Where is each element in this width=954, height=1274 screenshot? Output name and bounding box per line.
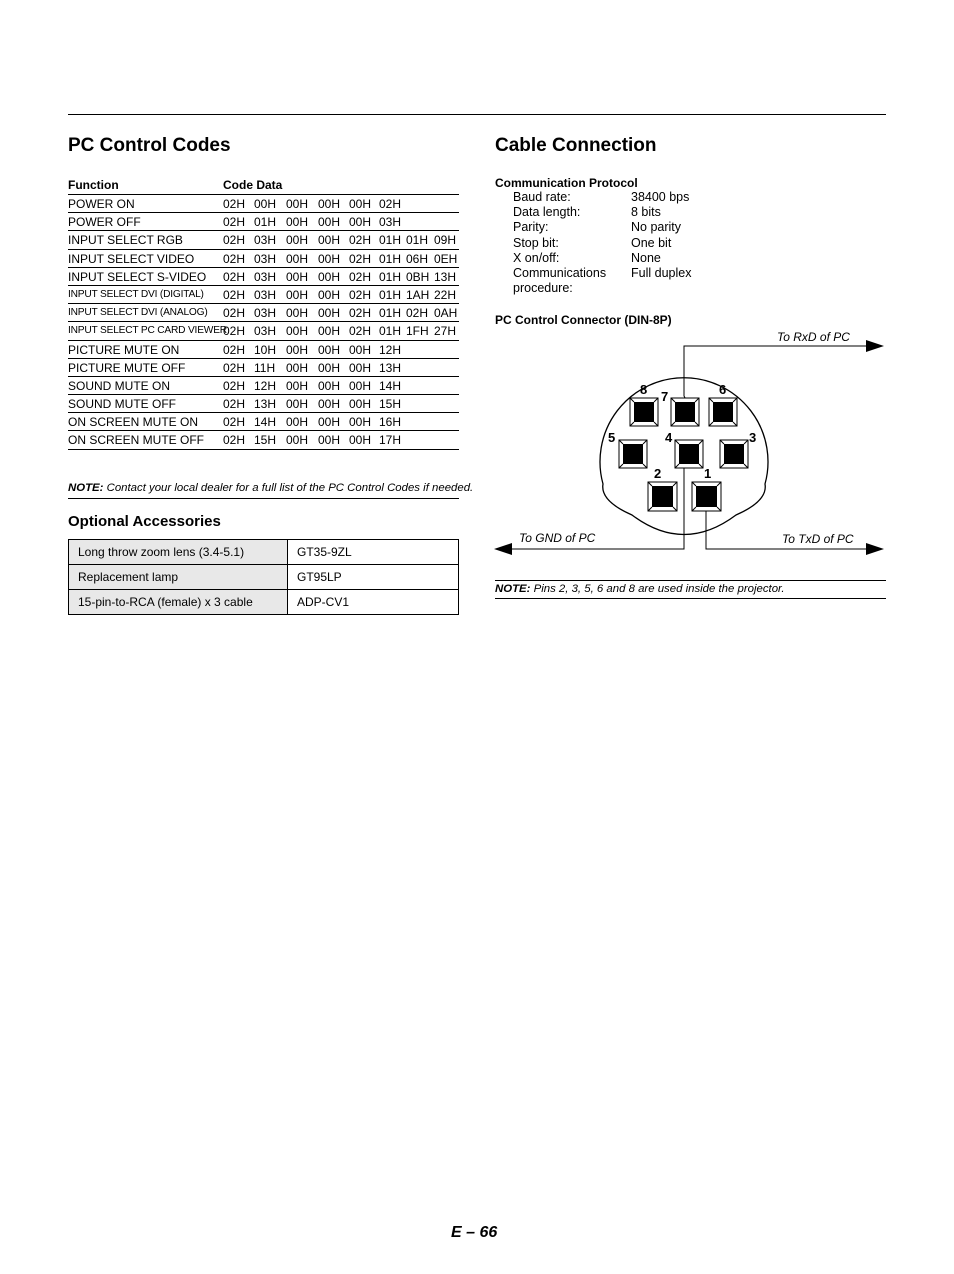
- code-byte: 12H: [379, 342, 402, 357]
- code-byte: 02H: [223, 197, 246, 211]
- code-byte: 02H: [223, 324, 246, 339]
- pin-number: 7: [661, 389, 669, 404]
- protocol-value: 38400 bps: [631, 190, 690, 204]
- protocol-label: X on/off:: [513, 251, 560, 265]
- code-byte: 06H: [406, 251, 429, 266]
- code-byte: 00H: [286, 197, 309, 211]
- code-byte: 09H: [434, 233, 457, 248]
- function-name: POWER OFF: [68, 215, 141, 230]
- code-byte: 02H: [349, 324, 372, 339]
- code-byte: 00H: [286, 342, 309, 357]
- code-byte: 01H: [254, 215, 277, 230]
- accessory-code: GT95LP: [288, 565, 459, 590]
- code-byte: 03H: [254, 269, 277, 284]
- protocol-label: procedure:: [513, 281, 573, 295]
- pin-7: [671, 398, 699, 426]
- accessory-name: Replacement lamp: [69, 565, 288, 590]
- rxd-label: To RxD of PC: [777, 330, 850, 344]
- code-byte: 02H: [379, 197, 402, 211]
- code-byte: 00H: [318, 378, 341, 393]
- code-byte: 00H: [318, 251, 341, 266]
- table-row: [68, 268, 459, 286]
- code-byte: 00H: [286, 251, 309, 266]
- table-row: [69, 565, 459, 590]
- pin-number: 8: [640, 382, 648, 397]
- protocol-value: None: [631, 251, 661, 265]
- code-byte: 00H: [318, 233, 341, 248]
- code-data-column-header: Code Data: [223, 178, 283, 192]
- connector-note: [495, 580, 886, 599]
- code-byte: 00H: [286, 269, 309, 284]
- pin-4: [675, 440, 703, 468]
- txd-label: To TxD of PC: [782, 532, 854, 546]
- code-byte: 00H: [286, 306, 309, 321]
- page-number: E – 66: [451, 1224, 498, 1241]
- table-row: [68, 322, 459, 340]
- code-byte: 22H: [434, 287, 457, 302]
- code-byte: 03H: [254, 233, 277, 248]
- pin-2: [648, 482, 677, 511]
- table-row: [68, 195, 459, 213]
- code-byte: 15H: [379, 397, 402, 412]
- code-byte: 14H: [254, 415, 277, 430]
- table-row: [68, 431, 459, 449]
- code-byte: 01H: [406, 233, 429, 248]
- protocol-value: No parity: [631, 220, 682, 234]
- codes-table-header: [68, 176, 459, 195]
- table-row: [68, 341, 459, 359]
- pin-number: 3: [749, 430, 757, 445]
- protocol-value: 8 bits: [631, 205, 661, 219]
- code-byte: 02H: [223, 233, 246, 248]
- cable-connection-title: Cable Connection: [495, 135, 657, 156]
- code-byte: 0AH: [434, 306, 458, 321]
- function-name: INPUT SELECT DVI (ANALOG): [68, 307, 208, 319]
- code-byte: 11H: [254, 360, 276, 375]
- code-byte: 02H: [349, 251, 372, 266]
- code-byte: 02H: [223, 415, 246, 430]
- code-byte: 00H: [286, 360, 309, 375]
- table-row: [69, 590, 459, 615]
- code-byte: 00H: [349, 378, 372, 393]
- code-byte: 00H: [318, 397, 341, 412]
- code-byte: 12H: [254, 378, 277, 393]
- pin-number: 2: [654, 466, 662, 481]
- protocol-label: Data length:: [513, 205, 581, 219]
- code-byte: 17H: [379, 433, 402, 448]
- protocol-label: Baud rate:: [513, 190, 571, 204]
- function-name: INPUT SELECT PC CARD VIEWER: [68, 325, 227, 337]
- function-name: PICTURE MUTE OFF: [68, 360, 186, 375]
- code-byte: 00H: [349, 360, 372, 375]
- code-byte: 02H: [223, 397, 246, 412]
- code-byte: 00H: [318, 287, 341, 302]
- code-byte: 00H: [349, 342, 372, 357]
- code-byte: 15H: [254, 433, 277, 448]
- code-byte: 00H: [318, 306, 341, 321]
- function-name: INPUT SELECT DVI (DIGITAL): [68, 288, 204, 300]
- code-byte: 00H: [286, 287, 309, 302]
- code-byte: 03H: [254, 251, 277, 266]
- code-byte: 02H: [223, 360, 246, 375]
- accessories-table: [68, 539, 459, 615]
- code-byte: 02H: [349, 269, 372, 284]
- code-byte: 02H: [223, 251, 246, 266]
- table-row: [68, 304, 459, 322]
- protocol-value: Full duplex: [631, 266, 692, 280]
- codes-note: [68, 482, 474, 499]
- pc-control-codes-table: [68, 176, 459, 450]
- accessory-code: GT35-9ZL: [288, 540, 459, 565]
- code-byte: 00H: [286, 397, 309, 412]
- code-byte: 02H: [349, 287, 372, 302]
- code-byte: 00H: [349, 433, 372, 448]
- codes-note-label: NOTE:: [68, 482, 104, 494]
- code-byte: 00H: [349, 415, 372, 430]
- accessory-name: Long throw zoom lens (3.4-5.1): [69, 540, 288, 565]
- top-rule: [68, 114, 886, 115]
- code-byte: 01H: [379, 324, 402, 339]
- code-byte: 00H: [286, 233, 309, 248]
- pin-3: [720, 440, 748, 468]
- pin-number: 1: [704, 466, 712, 481]
- pin-number: 6: [719, 382, 727, 397]
- pin-8: [630, 398, 658, 426]
- code-byte: 03H: [254, 287, 277, 302]
- code-byte: 00H: [349, 197, 372, 211]
- code-byte: 03H: [254, 324, 277, 339]
- code-byte: 10H: [254, 342, 277, 357]
- code-byte: 13H: [434, 269, 457, 284]
- table-row: [68, 413, 459, 431]
- code-byte: 02H: [223, 269, 246, 284]
- din-8p-connector-diagram: [490, 326, 890, 566]
- code-byte: 00H: [318, 433, 341, 448]
- code-byte: 00H: [349, 215, 372, 230]
- code-byte: 00H: [318, 360, 341, 375]
- code-byte: 00H: [349, 397, 372, 412]
- code-byte: 02H: [223, 342, 246, 357]
- protocol-label: Communications: [513, 266, 607, 280]
- code-byte: 1FH: [406, 324, 429, 339]
- table-row: [69, 540, 459, 565]
- code-byte: 00H: [318, 197, 341, 211]
- code-byte: 0EH: [434, 251, 458, 266]
- code-byte: 03H: [379, 215, 402, 230]
- function-column-header: Function: [68, 178, 119, 192]
- function-name: SOUND MUTE OFF: [68, 397, 176, 412]
- code-byte: 00H: [286, 433, 309, 448]
- code-byte: 02H: [223, 306, 246, 321]
- code-byte: 02H: [223, 287, 246, 302]
- code-byte: 02H: [406, 306, 429, 321]
- table-row: [68, 286, 459, 304]
- table-row: [68, 231, 459, 249]
- table-row: [68, 213, 459, 231]
- function-name: ON SCREEN MUTE OFF: [68, 433, 205, 448]
- codes-note-text: Contact your local dealer for a full list of the PC Control Codes if needed.: [103, 482, 474, 494]
- code-byte: 0BH: [406, 269, 430, 284]
- code-byte: 16H: [379, 415, 402, 430]
- communication-protocol-title: Communication Protocol: [495, 176, 638, 190]
- pc-control-codes-title: PC Control Codes: [68, 135, 231, 156]
- connector-note-text: Pins 2, 3, 5, 6 and 8 are used inside the projector.: [530, 583, 785, 595]
- pin-number: 4: [665, 430, 673, 445]
- code-byte: 02H: [223, 378, 246, 393]
- txd-arrow-icon: [866, 543, 884, 555]
- code-byte: 27H: [434, 324, 457, 339]
- function-name: ON SCREEN MUTE ON: [68, 415, 199, 430]
- gnd-arrow-icon: [494, 543, 512, 555]
- code-byte: 00H: [286, 215, 309, 230]
- protocol-value: One bit: [631, 236, 672, 250]
- code-byte: 00H: [254, 197, 277, 211]
- code-byte: 00H: [318, 324, 341, 339]
- function-name: SOUND MUTE ON: [68, 378, 170, 393]
- connector-note-label: NOTE:: [495, 583, 531, 595]
- code-byte: 00H: [318, 342, 341, 357]
- code-byte: 00H: [318, 269, 341, 284]
- codes-table-body: [68, 195, 459, 450]
- accessory-code: ADP-CV1: [288, 590, 459, 615]
- function-name: PICTURE MUTE ON: [68, 342, 180, 357]
- code-byte: 02H: [349, 233, 372, 248]
- function-name: INPUT SELECT S-VIDEO: [68, 269, 207, 284]
- gnd-label: To GND of PC: [519, 531, 596, 545]
- accessory-name: 15-pin-to-RCA (female) x 3 cable: [69, 590, 288, 615]
- code-byte: 00H: [286, 324, 309, 339]
- code-byte: 01H: [379, 269, 402, 284]
- function-name: INPUT SELECT RGB: [68, 233, 183, 248]
- protocol-label: Parity:: [513, 220, 549, 234]
- function-name: INPUT SELECT VIDEO: [68, 251, 195, 266]
- protocol-label: Stop bit:: [513, 236, 559, 250]
- pin-6: [709, 398, 737, 426]
- pin-1: [692, 482, 721, 511]
- rxd-arrow-icon: [866, 340, 884, 352]
- code-byte: 13H: [254, 397, 277, 412]
- code-byte: 00H: [286, 378, 309, 393]
- code-byte: 02H: [223, 215, 246, 230]
- table-row: [68, 395, 459, 413]
- connector-title: PC Control Connector (DIN-8P): [495, 313, 672, 327]
- table-row: [68, 359, 459, 377]
- code-byte: 01H: [379, 306, 402, 321]
- code-byte: 1AH: [406, 287, 430, 302]
- table-row: [68, 377, 459, 395]
- code-byte: 02H: [349, 306, 372, 321]
- code-byte: 00H: [318, 415, 341, 430]
- code-byte: 01H: [379, 233, 402, 248]
- code-byte: 00H: [286, 415, 309, 430]
- code-byte: 00H: [318, 215, 341, 230]
- optional-accessories-title: Optional Accessories: [68, 513, 221, 530]
- table-row: [68, 250, 459, 268]
- function-name: POWER ON: [68, 197, 135, 211]
- code-byte: 01H: [379, 251, 402, 266]
- code-byte: 14H: [379, 378, 402, 393]
- code-byte: 01H: [379, 287, 402, 302]
- code-byte: 13H: [379, 360, 402, 375]
- pin-5: [619, 440, 647, 468]
- code-byte: 03H: [254, 306, 277, 321]
- code-byte: 02H: [223, 433, 246, 448]
- pin-number: 5: [608, 430, 616, 445]
